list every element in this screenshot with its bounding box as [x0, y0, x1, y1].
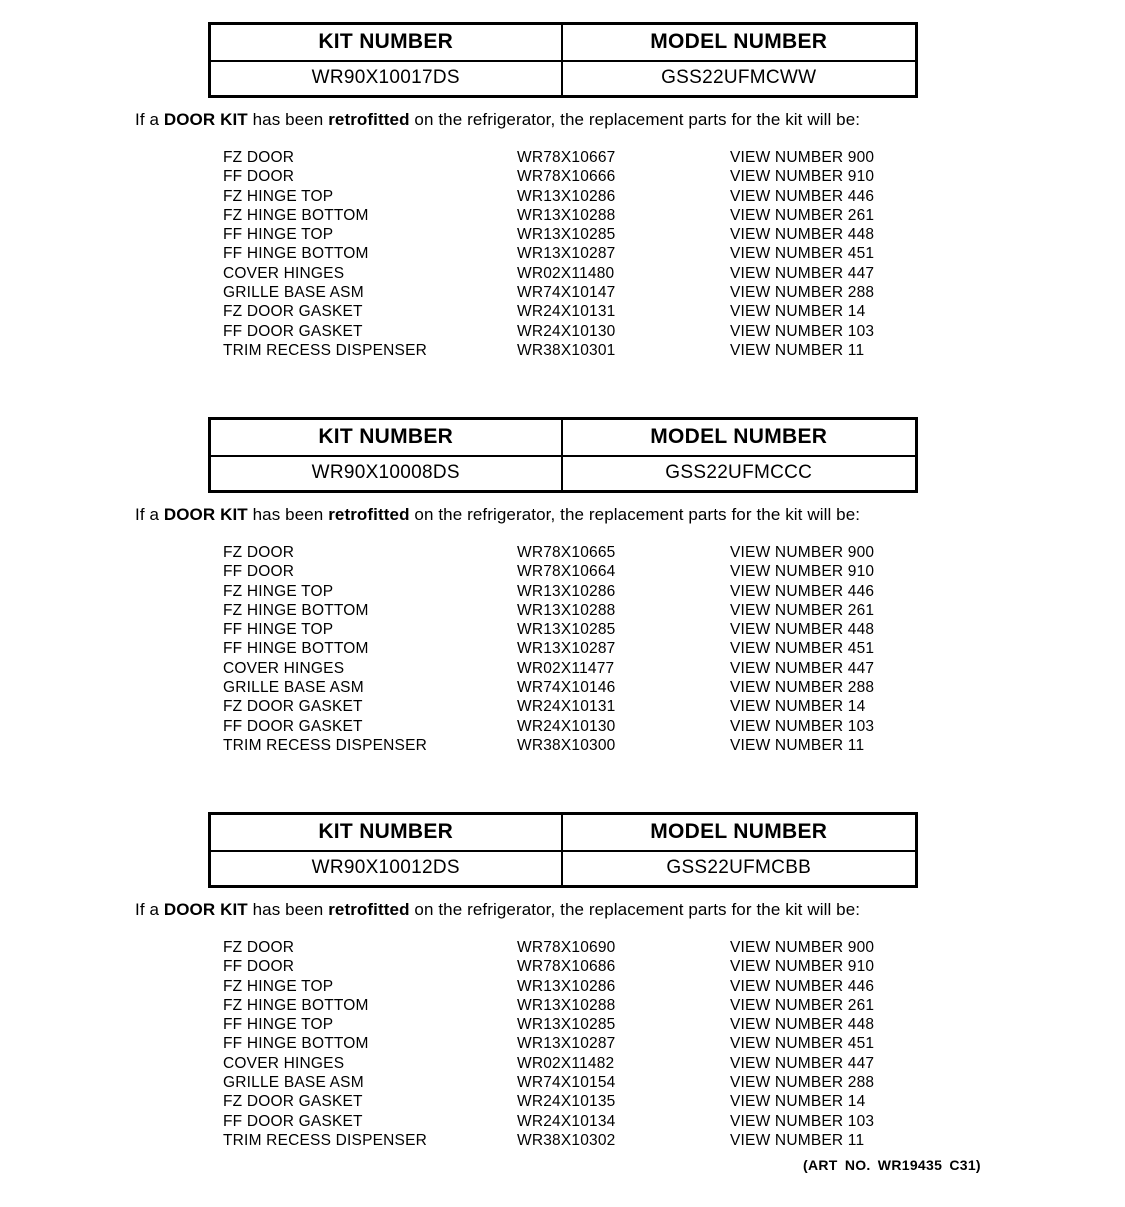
- part-view-number: VIEW NUMBER 910: [730, 168, 875, 186]
- part-row: [223, 148, 1125, 167]
- part-row: [223, 601, 1125, 620]
- part-name: FF DOOR: [223, 168, 295, 186]
- part-name: FF DOOR GASKET: [223, 717, 363, 735]
- art-number: (ART NO. WR19435 C31): [803, 1157, 981, 1173]
- part-row: [223, 302, 1125, 321]
- part-view-number: VIEW NUMBER 11: [730, 341, 865, 359]
- model-number-header: MODEL NUMBER: [562, 24, 917, 61]
- kit-section-1: [0, 22, 1125, 417]
- part-number: WR13X10288: [517, 996, 616, 1014]
- part-view-number: VIEW NUMBER 446: [730, 187, 875, 205]
- retrofit-note-text: on the refrigerator, the replacement parts for the kit will be:: [409, 110, 861, 129]
- retrofit-note-text: If a: [135, 505, 164, 524]
- part-row: [223, 322, 1125, 341]
- kit-number-value: WR90X10012DS: [210, 851, 562, 887]
- part-view-number: VIEW NUMBER 900: [730, 149, 875, 166]
- part-row: [223, 244, 1125, 263]
- part-name: COVER HINGES: [223, 264, 345, 282]
- part-view-number: VIEW NUMBER 261: [730, 601, 875, 619]
- model-number-header: MODEL NUMBER: [562, 419, 917, 456]
- part-name: FZ HINGE BOTTOM: [223, 601, 369, 619]
- part-view-number: VIEW NUMBER 11: [730, 736, 865, 754]
- part-number: WR02X11477: [517, 659, 615, 677]
- part-view-number: VIEW NUMBER 446: [730, 977, 875, 995]
- model-number-value: GSS22UFMCCC: [562, 456, 917, 492]
- part-row: [223, 697, 1125, 716]
- part-number: WR13X10288: [517, 601, 616, 619]
- part-row: [223, 678, 1125, 697]
- part-view-number: VIEW NUMBER 448: [730, 1016, 875, 1034]
- part-number: WR78X10666: [517, 168, 616, 186]
- part-row: [223, 1112, 1125, 1131]
- part-row: [223, 543, 1125, 562]
- part-row: [223, 996, 1125, 1015]
- part-view-number: VIEW NUMBER 11: [730, 1131, 865, 1149]
- part-name: FZ DOOR: [223, 149, 295, 166]
- part-number: WR74X10154: [517, 1074, 616, 1092]
- part-number: WR13X10287: [517, 640, 616, 658]
- part-number: WR78X10665: [517, 544, 616, 561]
- part-row: [223, 736, 1125, 755]
- part-name: GRILLE BASE ASM: [223, 1074, 364, 1092]
- part-number: WR13X10285: [517, 226, 616, 244]
- part-number: WR13X10286: [517, 582, 616, 600]
- kit-section-2: [0, 417, 1125, 812]
- part-number: WR24X10134: [517, 1112, 616, 1130]
- part-row: [223, 1054, 1125, 1073]
- part-name: FZ DOOR GASKET: [223, 698, 363, 716]
- part-name: FZ HINGE BOTTOM: [223, 996, 369, 1014]
- part-name: TRIM RECESS DISPENSER: [223, 1131, 428, 1149]
- part-name: FZ HINGE TOP: [223, 187, 334, 205]
- part-number: WR74X10146: [517, 679, 616, 697]
- retrofit-note-text: on the refrigerator, the replacement parts for the kit will be:: [409, 900, 861, 919]
- part-row: [223, 938, 1125, 957]
- part-row: [223, 659, 1125, 678]
- kit-model-table: [208, 812, 918, 888]
- part-row: [223, 639, 1125, 658]
- part-view-number: VIEW NUMBER 103: [730, 1112, 875, 1130]
- part-number: WR24X10135: [517, 1093, 616, 1111]
- part-view-number: VIEW NUMBER 448: [730, 226, 875, 244]
- part-row: [223, 1073, 1125, 1092]
- part-row: [223, 717, 1125, 736]
- part-view-number: VIEW NUMBER 261: [730, 996, 875, 1014]
- part-view-number: VIEW NUMBER 14: [730, 303, 866, 321]
- part-row: [223, 957, 1125, 976]
- part-number: WR13X10288: [517, 206, 616, 224]
- part-number: WR13X10286: [517, 977, 616, 995]
- part-name: FZ DOOR GASKET: [223, 1093, 363, 1111]
- part-view-number: VIEW NUMBER 448: [730, 621, 875, 639]
- part-view-number: VIEW NUMBER 14: [730, 1093, 866, 1111]
- retrofit-note: [135, 899, 860, 920]
- part-name: COVER HINGES: [223, 1054, 345, 1072]
- part-number: WR78X10664: [517, 563, 616, 581]
- retrofitted-bold: retrofitted: [328, 505, 410, 524]
- part-name: FZ DOOR: [223, 544, 295, 561]
- part-name: GRILLE BASE ASM: [223, 284, 364, 302]
- model-number-value: GSS22UFMCWW: [562, 61, 917, 97]
- part-number: WR13X10287: [517, 245, 616, 263]
- part-name: FZ HINGE BOTTOM: [223, 206, 369, 224]
- kit-section-3: [0, 812, 1125, 1207]
- part-row: [223, 206, 1125, 225]
- part-name: FF HINGE BOTTOM: [223, 1035, 369, 1053]
- model-number-header: MODEL NUMBER: [562, 814, 917, 851]
- kit-number-header: KIT NUMBER: [210, 24, 562, 61]
- part-row: [223, 283, 1125, 302]
- door-kit-bold: DOOR KIT: [163, 110, 248, 129]
- part-number: WR78X10686: [517, 958, 616, 976]
- part-view-number: VIEW NUMBER 447: [730, 264, 875, 282]
- part-view-number: VIEW NUMBER 261: [730, 206, 875, 224]
- door-kit-bold: DOOR KIT: [163, 505, 248, 524]
- parts-list: [0, 543, 1125, 755]
- part-number: WR13X10287: [517, 1035, 616, 1053]
- part-number: WR24X10130: [517, 717, 616, 735]
- part-number: WR24X10131: [517, 303, 616, 321]
- part-row: [223, 977, 1125, 996]
- part-number: WR13X10285: [517, 621, 616, 639]
- part-view-number: VIEW NUMBER 103: [730, 717, 875, 735]
- retrofit-note-text: has been: [247, 900, 329, 919]
- part-view-number: VIEW NUMBER 900: [730, 939, 875, 956]
- part-view-number: VIEW NUMBER 446: [730, 582, 875, 600]
- retrofit-note: [135, 504, 860, 525]
- part-row: [223, 225, 1125, 244]
- retrofitted-bold: retrofitted: [328, 900, 410, 919]
- part-view-number: VIEW NUMBER 910: [730, 563, 875, 581]
- part-number: WR74X10147: [517, 284, 616, 302]
- part-number: WR24X10131: [517, 698, 616, 716]
- part-name: FZ DOOR: [223, 939, 295, 956]
- door-kit-bold: DOOR KIT: [163, 900, 248, 919]
- part-view-number: VIEW NUMBER 451: [730, 1035, 875, 1053]
- part-name: FZ HINGE TOP: [223, 977, 334, 995]
- kit-model-table: [208, 417, 918, 493]
- part-number: WR38X10300: [517, 736, 616, 754]
- retrofit-note-text: If a: [135, 900, 164, 919]
- part-view-number: VIEW NUMBER 451: [730, 640, 875, 658]
- retrofitted-bold: retrofitted: [328, 110, 410, 129]
- part-name: FF HINGE TOP: [223, 621, 334, 639]
- part-row: [223, 1015, 1125, 1034]
- retrofit-note-text: on the refrigerator, the replacement parts for the kit will be:: [409, 505, 861, 524]
- parts-list: [0, 148, 1125, 360]
- part-row: [223, 562, 1125, 581]
- part-name: FF DOOR: [223, 958, 295, 976]
- part-number: WR78X10667: [517, 149, 616, 166]
- part-name: FF HINGE TOP: [223, 1016, 334, 1034]
- retrofit-note-text: If a: [135, 110, 164, 129]
- part-name: FF DOOR: [223, 563, 295, 581]
- part-number: WR02X11482: [517, 1054, 615, 1072]
- kit-number-value: WR90X10008DS: [210, 456, 562, 492]
- part-view-number: VIEW NUMBER 447: [730, 1054, 875, 1072]
- part-view-number: VIEW NUMBER 103: [730, 322, 875, 340]
- retrofit-note: [135, 109, 860, 130]
- model-number-value: GSS22UFMCBB: [562, 851, 917, 887]
- parts-list: [0, 938, 1125, 1150]
- part-number: WR13X10286: [517, 187, 616, 205]
- part-name: COVER HINGES: [223, 659, 345, 677]
- part-name: FF DOOR GASKET: [223, 322, 363, 340]
- part-row: [223, 1131, 1125, 1150]
- part-row: [223, 582, 1125, 601]
- part-name: FZ HINGE TOP: [223, 582, 334, 600]
- part-view-number: VIEW NUMBER 288: [730, 284, 875, 302]
- part-row: [223, 1034, 1125, 1053]
- kit-number-header: KIT NUMBER: [210, 419, 562, 456]
- part-row: [223, 1092, 1125, 1111]
- part-name: FZ DOOR GASKET: [223, 303, 363, 321]
- part-view-number: VIEW NUMBER 447: [730, 659, 875, 677]
- part-view-number: VIEW NUMBER 910: [730, 958, 875, 976]
- part-name: FF HINGE BOTTOM: [223, 245, 369, 263]
- retrofit-note-text: has been: [247, 505, 329, 524]
- part-row: [223, 167, 1125, 186]
- kit-number-header: KIT NUMBER: [210, 814, 562, 851]
- part-number: WR38X10302: [517, 1131, 616, 1149]
- part-row: [223, 264, 1125, 283]
- part-row: [223, 187, 1125, 206]
- part-view-number: VIEW NUMBER 900: [730, 544, 875, 561]
- part-number: WR78X10690: [517, 939, 616, 956]
- part-view-number: VIEW NUMBER 288: [730, 1074, 875, 1092]
- part-name: FF DOOR GASKET: [223, 1112, 363, 1130]
- part-name: FF HINGE TOP: [223, 226, 334, 244]
- part-number: WR02X11480: [517, 264, 615, 282]
- retrofit-note-text: has been: [247, 110, 329, 129]
- part-view-number: VIEW NUMBER 288: [730, 679, 875, 697]
- part-name: TRIM RECESS DISPENSER: [223, 341, 428, 359]
- part-number: WR38X10301: [517, 341, 616, 359]
- part-number: WR13X10285: [517, 1016, 616, 1034]
- kit-model-table: [208, 22, 918, 98]
- part-view-number: VIEW NUMBER 451: [730, 245, 875, 263]
- part-name: TRIM RECESS DISPENSER: [223, 736, 428, 754]
- part-view-number: VIEW NUMBER 14: [730, 698, 866, 716]
- part-row: [223, 341, 1125, 360]
- kit-number-value: WR90X10017DS: [210, 61, 562, 97]
- part-name: GRILLE BASE ASM: [223, 679, 364, 697]
- part-name: FF HINGE BOTTOM: [223, 640, 369, 658]
- part-row: [223, 620, 1125, 639]
- part-number: WR24X10130: [517, 322, 616, 340]
